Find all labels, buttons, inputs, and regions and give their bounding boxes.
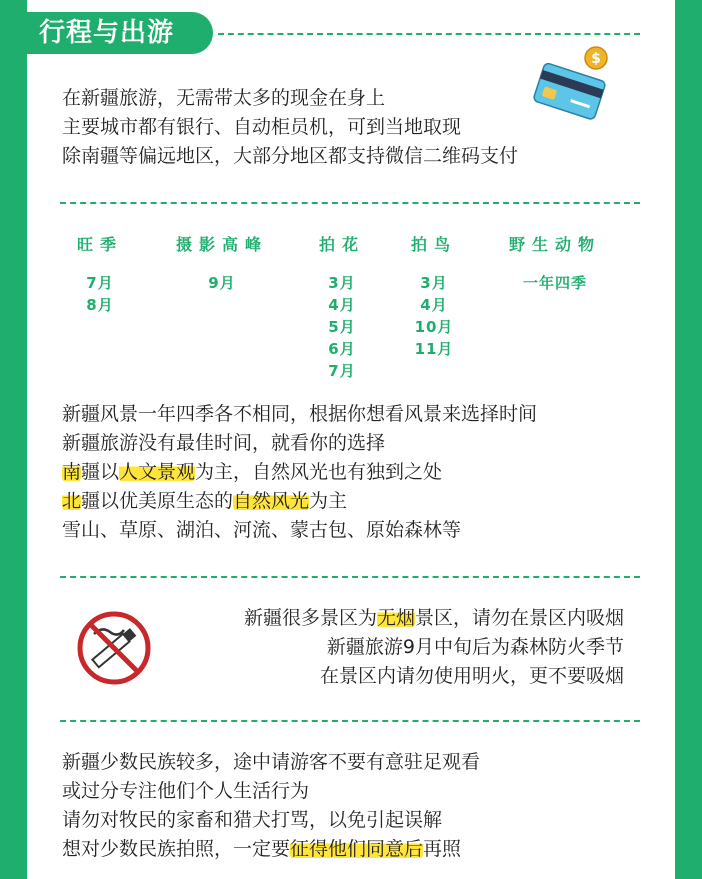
smoking-text: 景区，请勿在景区内吸烟 (414, 607, 624, 629)
season-month: 8月 (86, 296, 114, 314)
season-heading: 拍花 (318, 235, 365, 254)
highlight-text: 无烟 (376, 607, 415, 629)
divider (60, 576, 640, 578)
season-month: 11月 (414, 340, 454, 358)
highlight-text: 人文景观 (119, 461, 196, 483)
season-month: 4月 (328, 296, 356, 314)
season-heading: 旺季 (76, 235, 123, 254)
season-month: 6月 (328, 340, 356, 358)
money-line: 在新疆旅游，无需带太多的现金在身上 (62, 87, 386, 109)
ethnic-line: 或过分专注他们个人生活行为 (62, 780, 310, 802)
ethnic-text: 再照 (423, 838, 462, 860)
money-line: 除南疆等偏远地区，大部分地区都支持微信二维码支付 (62, 145, 519, 167)
section-title: 行程与出游 (27, 12, 213, 54)
season-heading: 野生动物 (508, 235, 601, 254)
season-column (405, 234, 463, 360)
money-info (62, 84, 518, 171)
season-month: 7月 (86, 274, 114, 292)
season-column (72, 234, 128, 316)
scenery-text: 疆以 (81, 461, 120, 483)
scenery-line (62, 487, 537, 516)
credit-card-icon (532, 44, 612, 124)
scenery-line: 雪山、草原、湖泊、河流、蒙古包、原始森林等 (62, 519, 462, 541)
divider (60, 720, 640, 722)
smoking-line: 在景区内请勿使用明火，更不要吸烟 (319, 665, 624, 687)
season-month: 5月 (328, 318, 356, 336)
highlight-text: 北 (62, 490, 82, 512)
season-column (164, 234, 280, 294)
ethnic-info (62, 748, 480, 864)
scenery-line (62, 458, 537, 487)
season-month: 9月 (208, 274, 236, 292)
highlight-text: 南 (62, 461, 82, 483)
divider (60, 202, 640, 204)
scenery-info (62, 400, 537, 545)
season-month: 4月 (420, 296, 448, 314)
highlight-text: 自然风光 (233, 490, 310, 512)
ethnic-text: 想对少数民族拍照，一定要 (62, 838, 291, 860)
svg-text:$: $ (591, 51, 601, 67)
no-smoking-icon (76, 610, 152, 686)
ethnic-line (62, 835, 480, 864)
season-column (498, 234, 612, 294)
smoking-line (244, 604, 624, 633)
season-heading: 摄影高峰 (175, 235, 268, 254)
money-line: 主要城市都有银行、自动柜员机，可到当地取现 (62, 116, 462, 138)
highlight-text: 征得他们同意后 (290, 838, 424, 860)
season-month: 一年四季 (522, 274, 587, 292)
season-month: 10月 (414, 318, 454, 336)
scenery-text: 为主 (309, 490, 348, 512)
season-month: 3月 (420, 274, 448, 292)
scenery-line: 新疆旅游没有最佳时间，就看你的选择 (62, 432, 386, 454)
season-column (313, 234, 371, 382)
season-month: 3月 (328, 274, 356, 292)
ethnic-line: 请勿对牧民的家畜和猎犬打骂，以免引起误解 (62, 809, 443, 831)
smoking-text: 新疆很多景区为 (243, 607, 377, 629)
season-month: 7月 (328, 362, 356, 380)
coin-icon (585, 47, 607, 69)
divider (218, 33, 640, 35)
no-smoking-info (244, 604, 624, 691)
smoking-line: 新疆旅游9月中旬后为森林防火季节 (326, 636, 624, 658)
scenery-line: 新疆风景一年四季各不相同，根据你想看风景来选择时间 (62, 403, 538, 425)
season-heading: 拍鸟 (410, 235, 457, 254)
ethnic-line: 新疆少数民族较多，途中请游客不要有意驻足观看 (62, 751, 481, 773)
scenery-text: 疆以优美原生态的 (81, 490, 234, 512)
scenery-text: 为主，自然风光也有独到之处 (195, 461, 443, 483)
